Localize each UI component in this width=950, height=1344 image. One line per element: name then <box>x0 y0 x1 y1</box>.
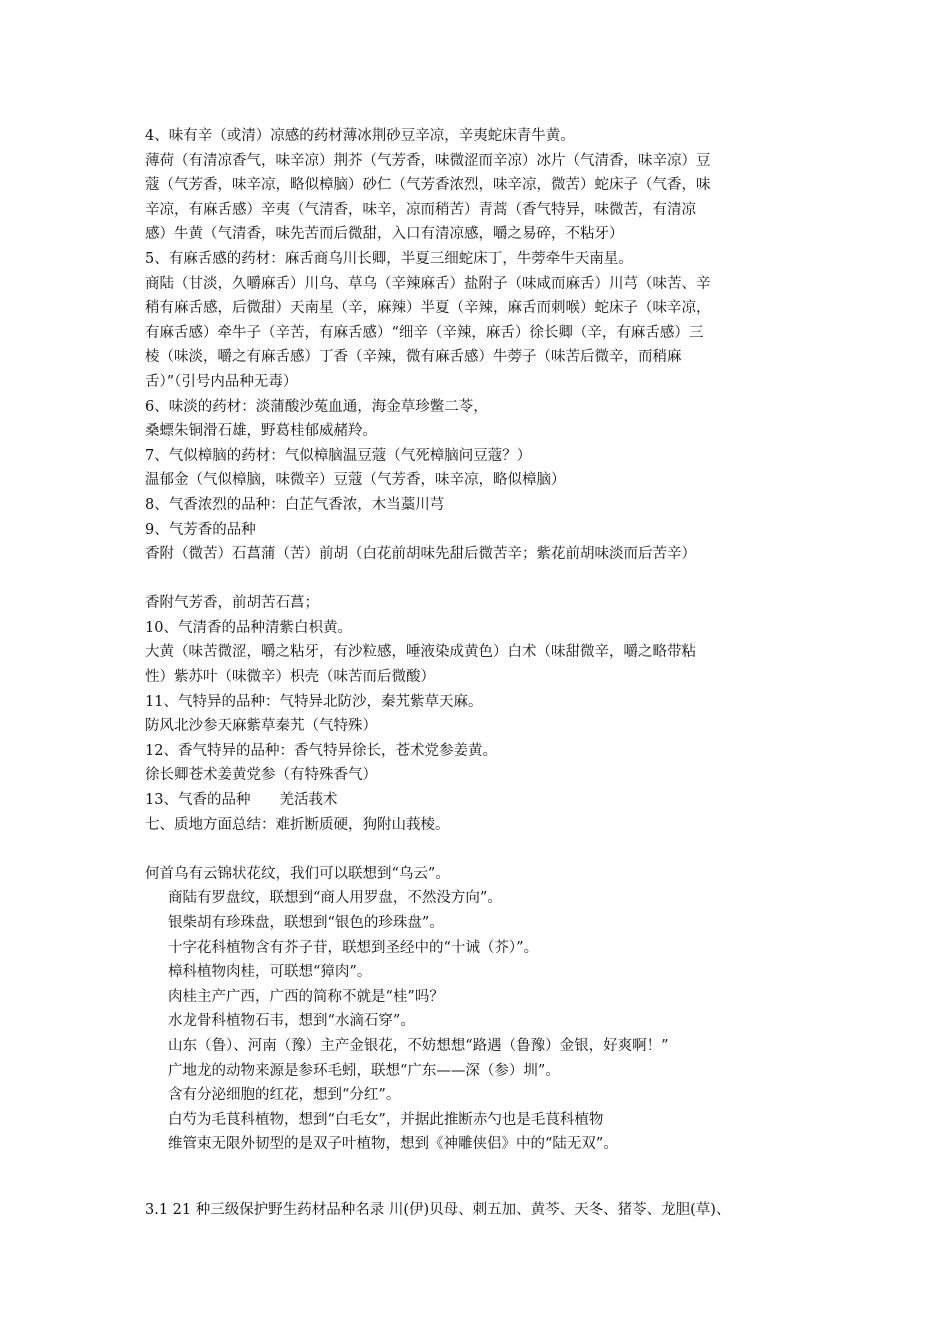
indented-line: 含有分泌细胞的红花，想到“分红”。 <box>168 1087 401 1104</box>
text-line: 6、味淡的药材：淡蒲酸沙菟血通，海金草珍鳖二苓， <box>145 398 488 415</box>
text-line: 温郁金（气似樟脑，味微辛）豆蔻（气芳香，味辛凉，略似樟脑） <box>145 472 566 489</box>
section-heading-line: 3.1 21 种三级保护野生药材品种名录 川(伊)贝母、刺五加、黄芩、天冬、猪苓、龙胆(草)、 <box>145 1202 731 1218</box>
text-line: 香附（微苦）石菖蒲（苦）前胡（白花前胡味先甜后微苦辛；紫花前胡味淡而后苦辛） <box>145 546 696 563</box>
text-line: 桑螵朱铜滑石雄，野葛桂郁威赭羚。 <box>145 423 377 440</box>
text-line: 8、气香浓烈的品种：白芷气香浓，木当藁川芎 <box>145 496 445 513</box>
text-line: 蔻（气芳香，味辛凉，略似樟脑）砂仁（气芳香浓烈，味辛凉，微苦）蛇床子（气香，味 <box>145 177 711 194</box>
text-line: 香附气芳香，前胡苦石菖； <box>145 595 319 612</box>
text-line: 大黄（味苦微涩，嚼之粘牙，有沙粒感，唾液染成黄色）白术（味甜微辛，嚼之略带粘 <box>145 644 696 661</box>
indented-line: 银柴胡有珍珠盘，联想到“银色的珍珠盘”。 <box>168 915 444 931</box>
text-line: 9、气芳香的品种 <box>145 521 256 538</box>
text-line: 商陆（甘淡，久嚼麻舌）川乌、草乌（辛辣麻舌）盐附子（味咸而麻舌）川芎（味苦、辛 <box>145 275 711 292</box>
text-line: 感）牛黄（气清香，味先苦而后微甜，入口有清凉感，嚼之易碎，不粘牙） <box>145 226 624 243</box>
text-line: 11、气特异的品种：气特异北防沙，秦艽紫草天麻。 <box>145 693 483 710</box>
blank-line <box>145 837 815 862</box>
indented-line: 山东（鲁）、河南（豫）主产金银花，不妨想想“路遇（鲁豫）金银，好爽啊！” <box>168 1037 669 1054</box>
text-line: 7、气似樟脑的药材：气似樟脑温豆蔻（气死樟脑问豆蔻？） <box>145 447 532 464</box>
text-line: 有麻舌感）牵牛子（辛苦，有麻舌感）“细辛（辛辣，麻舌）徐长卿（辛，有麻舌感）三 <box>145 324 704 341</box>
indented-line: 商陆有罗盘纹，联想到“商人用罗盘，不然没方向”。 <box>168 890 502 907</box>
text-line: 何首乌有云锦状花纹，我们可以联想到“乌云”。 <box>145 865 450 882</box>
indented-line: 维管束无限外韧型的是双子叶植物，想到《神雕侠侣》中的“陆无双”。 <box>168 1136 618 1153</box>
document-body <box>145 124 815 1157</box>
text-line: 薄荷（有清凉香气，味辛凉）荆芥（气芳香，味微涩而辛凉）冰片（气清香，味辛凉）豆 <box>145 152 711 169</box>
indented-line: 十字花科植物含有芥子苷，联想到圣经中的“十诫（芥）”。 <box>168 939 539 956</box>
text-line: 棱（味淡，嚼之有麻舌感）丁香（辛辣，微有麻舌感）牛蒡子（味苦后微辛，而稍麻 <box>145 349 682 366</box>
text-line: 13、气香的品种 羌活莪术 <box>145 792 338 809</box>
indented-line: 白芍为毛茛科植物，想到“白毛女”，并据此推断赤勺也是毛茛科植物 <box>168 1111 604 1128</box>
indented-line: 樟科植物肉桂，可联想“獐肉”。 <box>168 964 372 981</box>
text-line: 防风北沙参天麻紫草秦艽（气特殊） <box>145 718 377 735</box>
text-line: 舌）”（引号内品种无毒） <box>145 373 298 390</box>
text-line: 5、有麻舌感的药材：麻舌商乌川长卿，半夏三细蛇床丁，牛蒡牵牛天南星。 <box>145 250 633 267</box>
text-line: 七、质地方面总结：难折断质硬，狗附山莪棱。 <box>145 816 450 833</box>
text-line: 辛凉，有麻舌感）辛夷（气清香，味辛，凉而稍苦）青蒿（香气特异，味微苦，有清凉 <box>145 201 696 218</box>
indented-line: 肉桂主产广西，广西的简称不就是“桂”吗？ <box>168 988 444 1005</box>
indented-line: 广地龙的动物来源是参环毛蚓，联想“广东——深（参）圳”。 <box>168 1062 560 1079</box>
text-line: 4、味有辛（或清）凉感的药材薄冰荆砂豆辛凉，辛夷蛇床青牛黄。 <box>145 128 575 144</box>
text-line: 稍有麻舌感，后微甜）天南星（辛，麻辣）半夏（辛辣，麻舌而刺喉）蛇床子（味辛凉， <box>145 300 711 317</box>
blank-line <box>145 567 815 592</box>
text-line: 徐长卿苍术姜黄党参（有特殊香气） <box>145 767 377 784</box>
text-line: 性）紫苏叶（味微辛）枳壳（味苦而后微酸） <box>145 669 435 686</box>
indented-line: 水龙骨科植物石韦，想到“水滴石穿”。 <box>168 1013 415 1030</box>
text-line: 12、香气特异的品种：香气特异徐长，苍术党参姜黄。 <box>145 742 497 759</box>
text-line: 10、气清香的品种清紫白枳黄。 <box>145 619 352 636</box>
